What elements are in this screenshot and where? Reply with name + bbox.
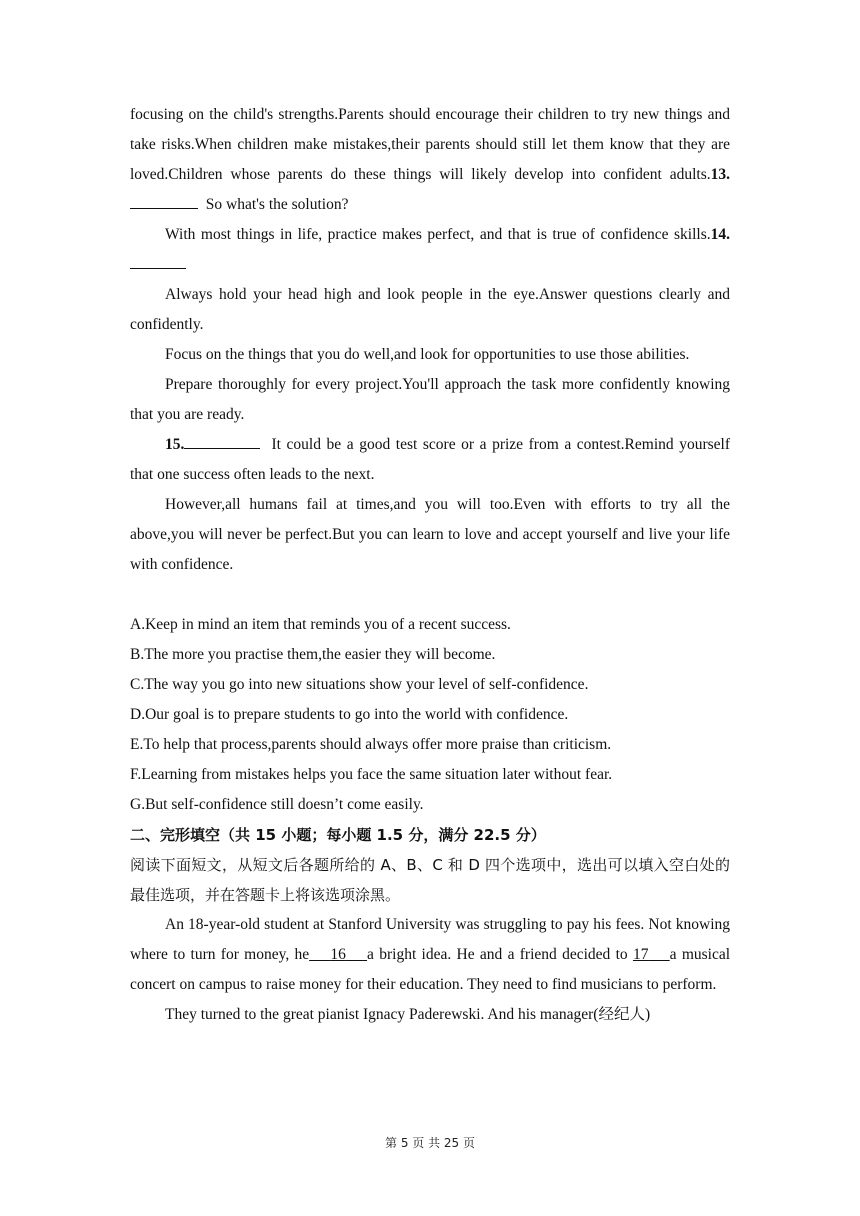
passage-paragraph: Prepare thoroughly for every project.You'll approach the task more confidently knowing that you are ready. <box>130 376 730 423</box>
options-list <box>130 610 730 820</box>
paragraph-text: With most things in life, practice makes perfect, and that is true of confidence skills. <box>165 226 711 243</box>
section-2-instructions: 阅读下面短文，从短文后各题所给的 A、B、C 和 D 四个选项中，选出可以填入空白处的最佳选项，并在答题卡上将该选项涂黑。 <box>130 856 730 904</box>
option-g: G.But self-confidence still doesn’t come easily. <box>130 796 424 813</box>
question-15-blank[interactable] <box>184 430 260 449</box>
passage-paragraph <box>130 430 730 490</box>
option-d: D.Our goal is to prepare students to go into the world with confidence. <box>130 706 569 723</box>
paragraph-text: a musical concert on campus to raise money for their education. They need to find musicians to perform. <box>130 946 731 993</box>
question-13-number: 13. <box>710 166 730 183</box>
question-14-blank[interactable] <box>130 250 186 269</box>
paragraph-text: So what's the solution? <box>205 196 349 213</box>
passage-paragraph: Always hold your head high and look people in the eye.Answer questions clearly and confidently. <box>130 286 730 333</box>
option-f: F.Learning from mistakes helps you face the same situation later without fear. <box>130 766 613 783</box>
cloze-blank-17-number: 17 <box>632 946 649 963</box>
paragraph-text: An 18-year-old student at Stanford University was struggling to pay his fees. Not knowing where to turn for money, he <box>130 916 730 963</box>
page-footer: 第 5 页 共 25 页 <box>385 1136 475 1150</box>
paragraph-text: focusing on the child's strengths.Parents should encourage their children to try new things and take risks.When children make mistakes,their parents should still let them know that they are loved.Children whose parents do these things will likely develop into confident adults. <box>130 106 730 183</box>
passage-paragraph: However,all humans fail at times,and you will too.Even with efforts to try all the above,you will never be perfect.But you can learn to love and accept yourself and live your life with confidence. <box>130 496 730 573</box>
cloze-blank-16[interactable] <box>309 946 367 963</box>
paragraph-text: a bright idea. He and a friend decided to <box>367 946 628 963</box>
passage-paragraph: Focus on the things that you do well,and look for opportunities to use those abilities. <box>165 346 690 363</box>
question-13-blank[interactable] <box>130 190 198 209</box>
cloze-blank-16-number: 16 <box>330 946 346 963</box>
passage-paragraph <box>130 100 730 220</box>
option-b: B.The more you practise them,the easier they will become. <box>130 646 496 663</box>
option-c: C.The way you go into new situations show your level of self-confidence. <box>130 676 589 693</box>
paragraph-text: It could be a good test score or a prize from a contest.Remind yourself that one success often leads to the next. <box>130 436 730 483</box>
section-2-title: 二、完形填空（共 15 小题；每小题 1.5 分，满分 22.5 分） <box>130 826 546 844</box>
cloze-blank-17[interactable] <box>633 946 670 963</box>
option-e: E.To help that process,parents should always offer more praise than criticism. <box>130 736 612 753</box>
question-15-number: 15. <box>165 436 185 453</box>
option-a: A.Keep in mind an item that reminds you of a recent success. <box>130 616 511 633</box>
cloze-paragraph <box>130 910 730 1000</box>
page-content <box>130 100 730 1030</box>
cloze-paragraph: They turned to the great pianist Ignacy Paderewski. And his manager(经纪人) <box>165 1006 651 1023</box>
question-14-number: 14. <box>710 226 730 243</box>
passage-paragraph <box>130 220 730 280</box>
